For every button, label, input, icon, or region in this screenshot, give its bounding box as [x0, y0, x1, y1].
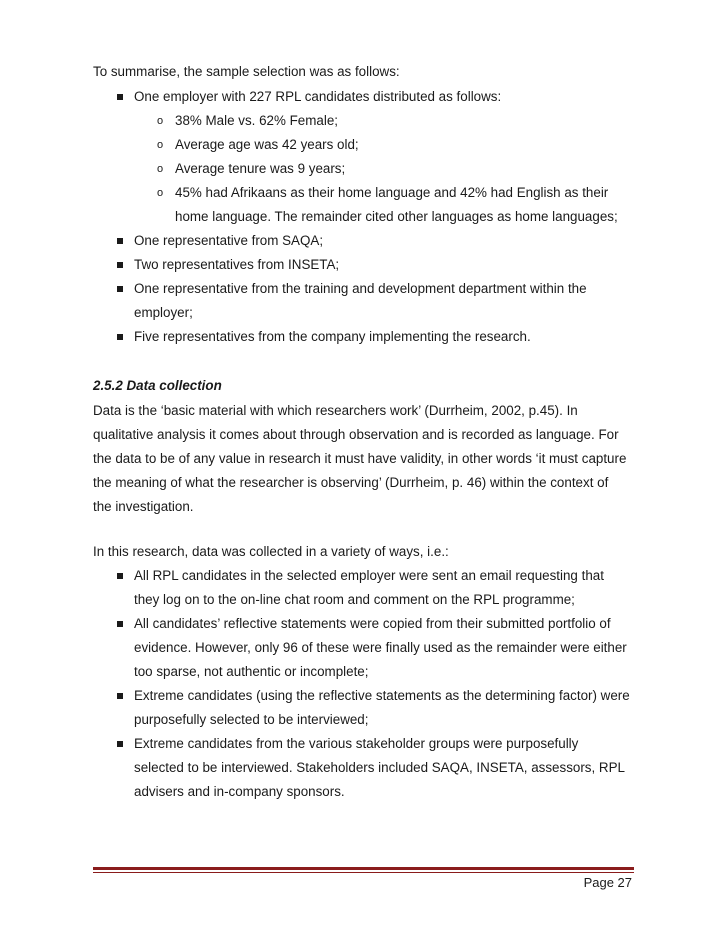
- square-bullet-icon: [117, 621, 123, 627]
- footer-rule-thick: [93, 867, 634, 870]
- sub-list-item: 45% had Afrikaans as their home language and 42% had English as their: [175, 185, 609, 200]
- list-item: Two representatives from INSETA;: [134, 257, 340, 272]
- paragraph-line: In this research, data was collected in a variety of ways, i.e.:: [93, 544, 449, 559]
- list-item: Extreme candidates from the various stakeholder groups were purposefully: [134, 736, 579, 751]
- list-item: One employer with 227 RPL candidates distributed as follows:: [134, 89, 502, 104]
- list-item-continued: too sparse, not authentic or incomplete;: [134, 664, 369, 679]
- circle-bullet-icon: o: [157, 139, 164, 151]
- square-bullet-icon: [117, 693, 123, 699]
- paragraph-line: qualitative analysis it comes about through observation and is recorded as language. For: [93, 427, 619, 442]
- list-item: All RPL candidates in the selected employer were sent an email requesting that: [134, 568, 604, 583]
- sub-list-item: 38% Male vs. 62% Female;: [175, 113, 338, 128]
- list-item-continued: advisers and in-company sponsors.: [134, 784, 345, 799]
- paragraph-line: the meaning of what the researcher is observing’ (Durrheim, p. 46) within the context of: [93, 475, 609, 490]
- list-item-continued: purposefully selected to be interviewed;: [134, 712, 369, 727]
- square-bullet-icon: [117, 741, 123, 747]
- list-item-continued: selected to be interviewed. Stakeholders included SAQA, INSETA, assessors, RPL: [134, 760, 625, 775]
- square-bullet-icon: [117, 238, 123, 244]
- list-item: One representative from the training and development department within the: [134, 281, 587, 296]
- paragraph-line: the investigation.: [93, 499, 194, 514]
- square-bullet-icon: [117, 262, 123, 268]
- sub-list-item-continued: home language. The remainder cited other languages as home languages;: [175, 209, 618, 224]
- page-number: Page 27: [583, 875, 632, 890]
- footer-rule-thin: [93, 872, 634, 873]
- list-item: All candidates’ reflective statements were copied from their submitted portfolio of: [134, 616, 611, 631]
- paragraph-line: the data to be of any value in research it must have validity, in other words ‘it must capture: [93, 451, 627, 466]
- circle-bullet-icon: o: [157, 115, 164, 127]
- list-item-continued: employer;: [134, 305, 193, 320]
- intro-text: To summarise, the sample selection was as follows:: [93, 64, 400, 79]
- section-heading: 2.5.2 Data collection: [93, 378, 222, 393]
- square-bullet-icon: [117, 334, 123, 340]
- list-item: One representative from SAQA;: [134, 233, 324, 248]
- square-bullet-icon: [117, 286, 123, 292]
- sub-list-item: Average tenure was 9 years;: [175, 161, 346, 176]
- square-bullet-icon: [117, 573, 123, 579]
- sub-list-item: Average age was 42 years old;: [175, 137, 359, 152]
- circle-bullet-icon: o: [157, 187, 164, 199]
- list-item-continued: evidence. However, only 96 of these were finally used as the remainder were either: [134, 640, 627, 655]
- list-item-continued: they log on to the on-line chat room and comment on the RPL programme;: [134, 592, 575, 607]
- square-bullet-icon: [117, 94, 123, 100]
- paragraph-line: Data is the ‘basic material with which researchers work’ (Durrheim, 2002, p.45). In: [93, 403, 578, 418]
- circle-bullet-icon: o: [157, 163, 164, 175]
- list-item: Extreme candidates (using the reflective statements as the determining factor) were: [134, 688, 630, 703]
- list-item: Five representatives from the company implementing the research.: [134, 329, 531, 344]
